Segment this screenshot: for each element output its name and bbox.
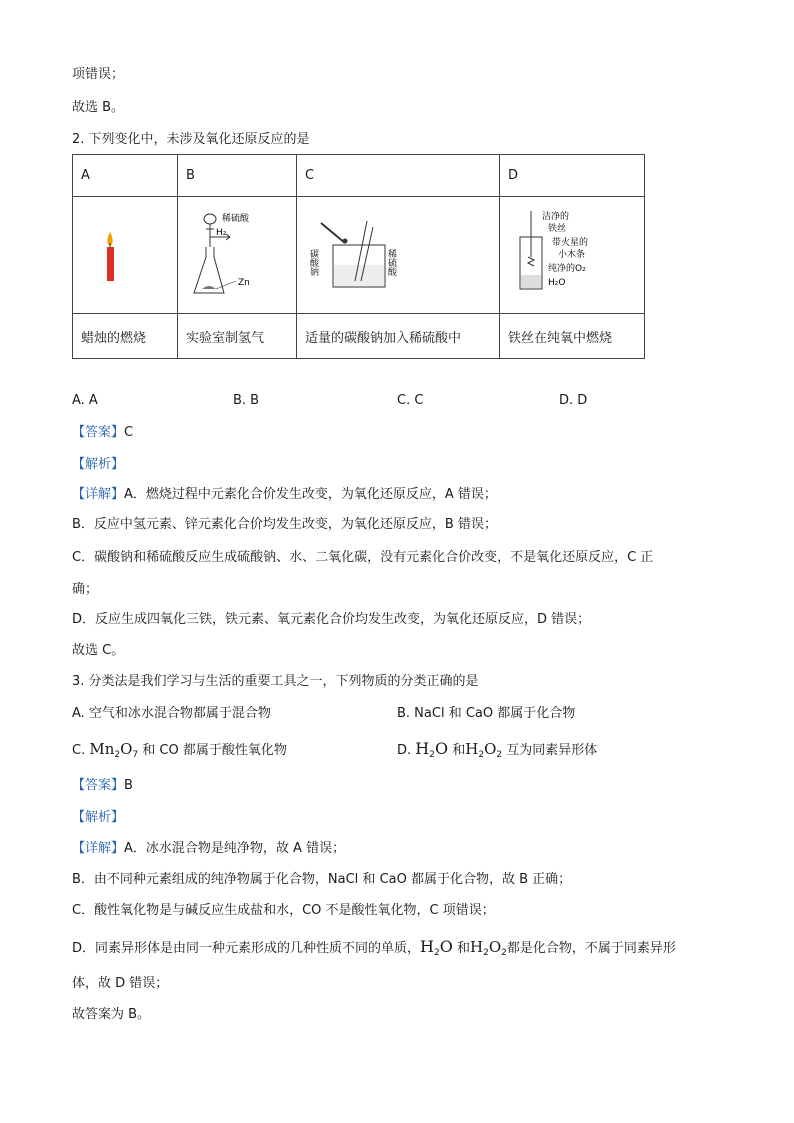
- sodium-carbonate-figure: [297, 197, 500, 314]
- table-header-c: C: [297, 155, 500, 197]
- detail-line: 【详解】A．冰水混合物是纯净物，故 A 错误；: [72, 841, 346, 856]
- answer-line: 【答案】C: [72, 425, 134, 440]
- detail-line: 【详解】A．燃烧过程中元素化合价发生改变，为氧化还原反应，A 错误；: [72, 487, 497, 502]
- option-a: A. A: [72, 393, 98, 408]
- hydrogen-apparatus-figure: [178, 197, 297, 314]
- h2-label: H₂: [216, 228, 227, 238]
- zn-label: Zn: [238, 278, 250, 288]
- pure-oxygen-label: 纯净的O₂: [548, 264, 586, 274]
- option-b: B. NaCl 和 CaO 都属于化合物: [397, 706, 576, 721]
- wood-strip-label: 小木条: [558, 250, 586, 260]
- option-b: B. B: [233, 393, 260, 408]
- detail-line: 确；: [72, 582, 99, 597]
- detail-line: B．由不同种元素组成的纯净物属于化合物，NaCl 和 CaO 都属于化合物，故 B 正确；: [72, 872, 572, 887]
- caption-b: 实验室制氢气: [178, 314, 297, 359]
- detail-line: C．酸性氧化物是与碱反应生成盐和水，CO 不是酸性氧化物，C 项错误；: [72, 903, 495, 918]
- clean-label: 洁净的: [542, 212, 570, 222]
- detail-line: D．同素异形体是由同一种元素形成的几种性质不同的单质，$H_2O$ 和$H_2O_2$都是化合物，不属于同素异形: [72, 937, 676, 958]
- text-line: 故选 B。: [72, 100, 125, 115]
- dilute-sulfuric-acid-label: 稀硫酸: [386, 249, 396, 276]
- option-d: D. D: [559, 393, 588, 408]
- analysis-label: 【解析】: [72, 457, 125, 472]
- analysis-label: 【解析】: [72, 810, 125, 825]
- text-line: 项错误；: [72, 67, 125, 82]
- option-c: C. $Mn_2O_7$ 和 CO 都属于酸性氧化物: [72, 740, 287, 760]
- candle-figure: [73, 197, 178, 314]
- water-label: H₂O: [548, 278, 566, 288]
- detail-line: B．反应中氢元素、锌元素化合价均发生改变，为氧化还原反应，B 错误；: [72, 517, 497, 532]
- glowing-label: 带火星的: [552, 238, 589, 248]
- table-header-a: A: [73, 155, 178, 197]
- table-header-d: D: [500, 155, 645, 197]
- detail-line: 故答案为 B。: [72, 1007, 151, 1022]
- iron-wire-oxygen-figure: [500, 197, 645, 314]
- option-a: A. 空气和冰水混合物都属于混合物: [72, 706, 271, 721]
- caption-d: 铁丝在纯氧中燃烧: [500, 314, 645, 359]
- option-d: D. $H_2O$ 和$H_2O_2$ 互为同素异形体: [397, 739, 598, 760]
- question-2-stem: 2. 下列变化中，未涉及氧化还原反应的是: [72, 132, 310, 147]
- answer-line: 【答案】B: [72, 778, 133, 793]
- sodium-carbonate-label: 碳酸钠: [308, 249, 318, 276]
- detail-line: 故选 C。: [72, 643, 125, 658]
- option-c: C. C: [397, 393, 424, 408]
- caption-c: 适量的碳酸钠加入稀硫酸中: [297, 314, 500, 359]
- question-2-table: [72, 154, 645, 359]
- caption-a: 蜡烛的燃烧: [73, 314, 178, 359]
- detail-line: 体，故 D 错误；: [72, 976, 169, 991]
- detail-line: C．碳酸钠和稀硫酸反应生成硫酸钠、水、二氧化碳，没有元素化合价改变，不是氧化还原反应，C 正: [72, 550, 654, 565]
- question-3-stem: 3. 分类法是我们学习与生活的重要工具之一，下列物质的分类正确的是: [72, 674, 479, 689]
- table-header-b: B: [178, 155, 297, 197]
- detail-line: D．反应生成四氧化三铁，铁元素、氧元素化合价均发生改变，为氧化还原反应，D 错误；: [72, 612, 591, 627]
- dilute-sulfuric-acid-label: 稀硫酸: [222, 214, 250, 224]
- iron-wire-label: 铁丝: [548, 224, 567, 234]
